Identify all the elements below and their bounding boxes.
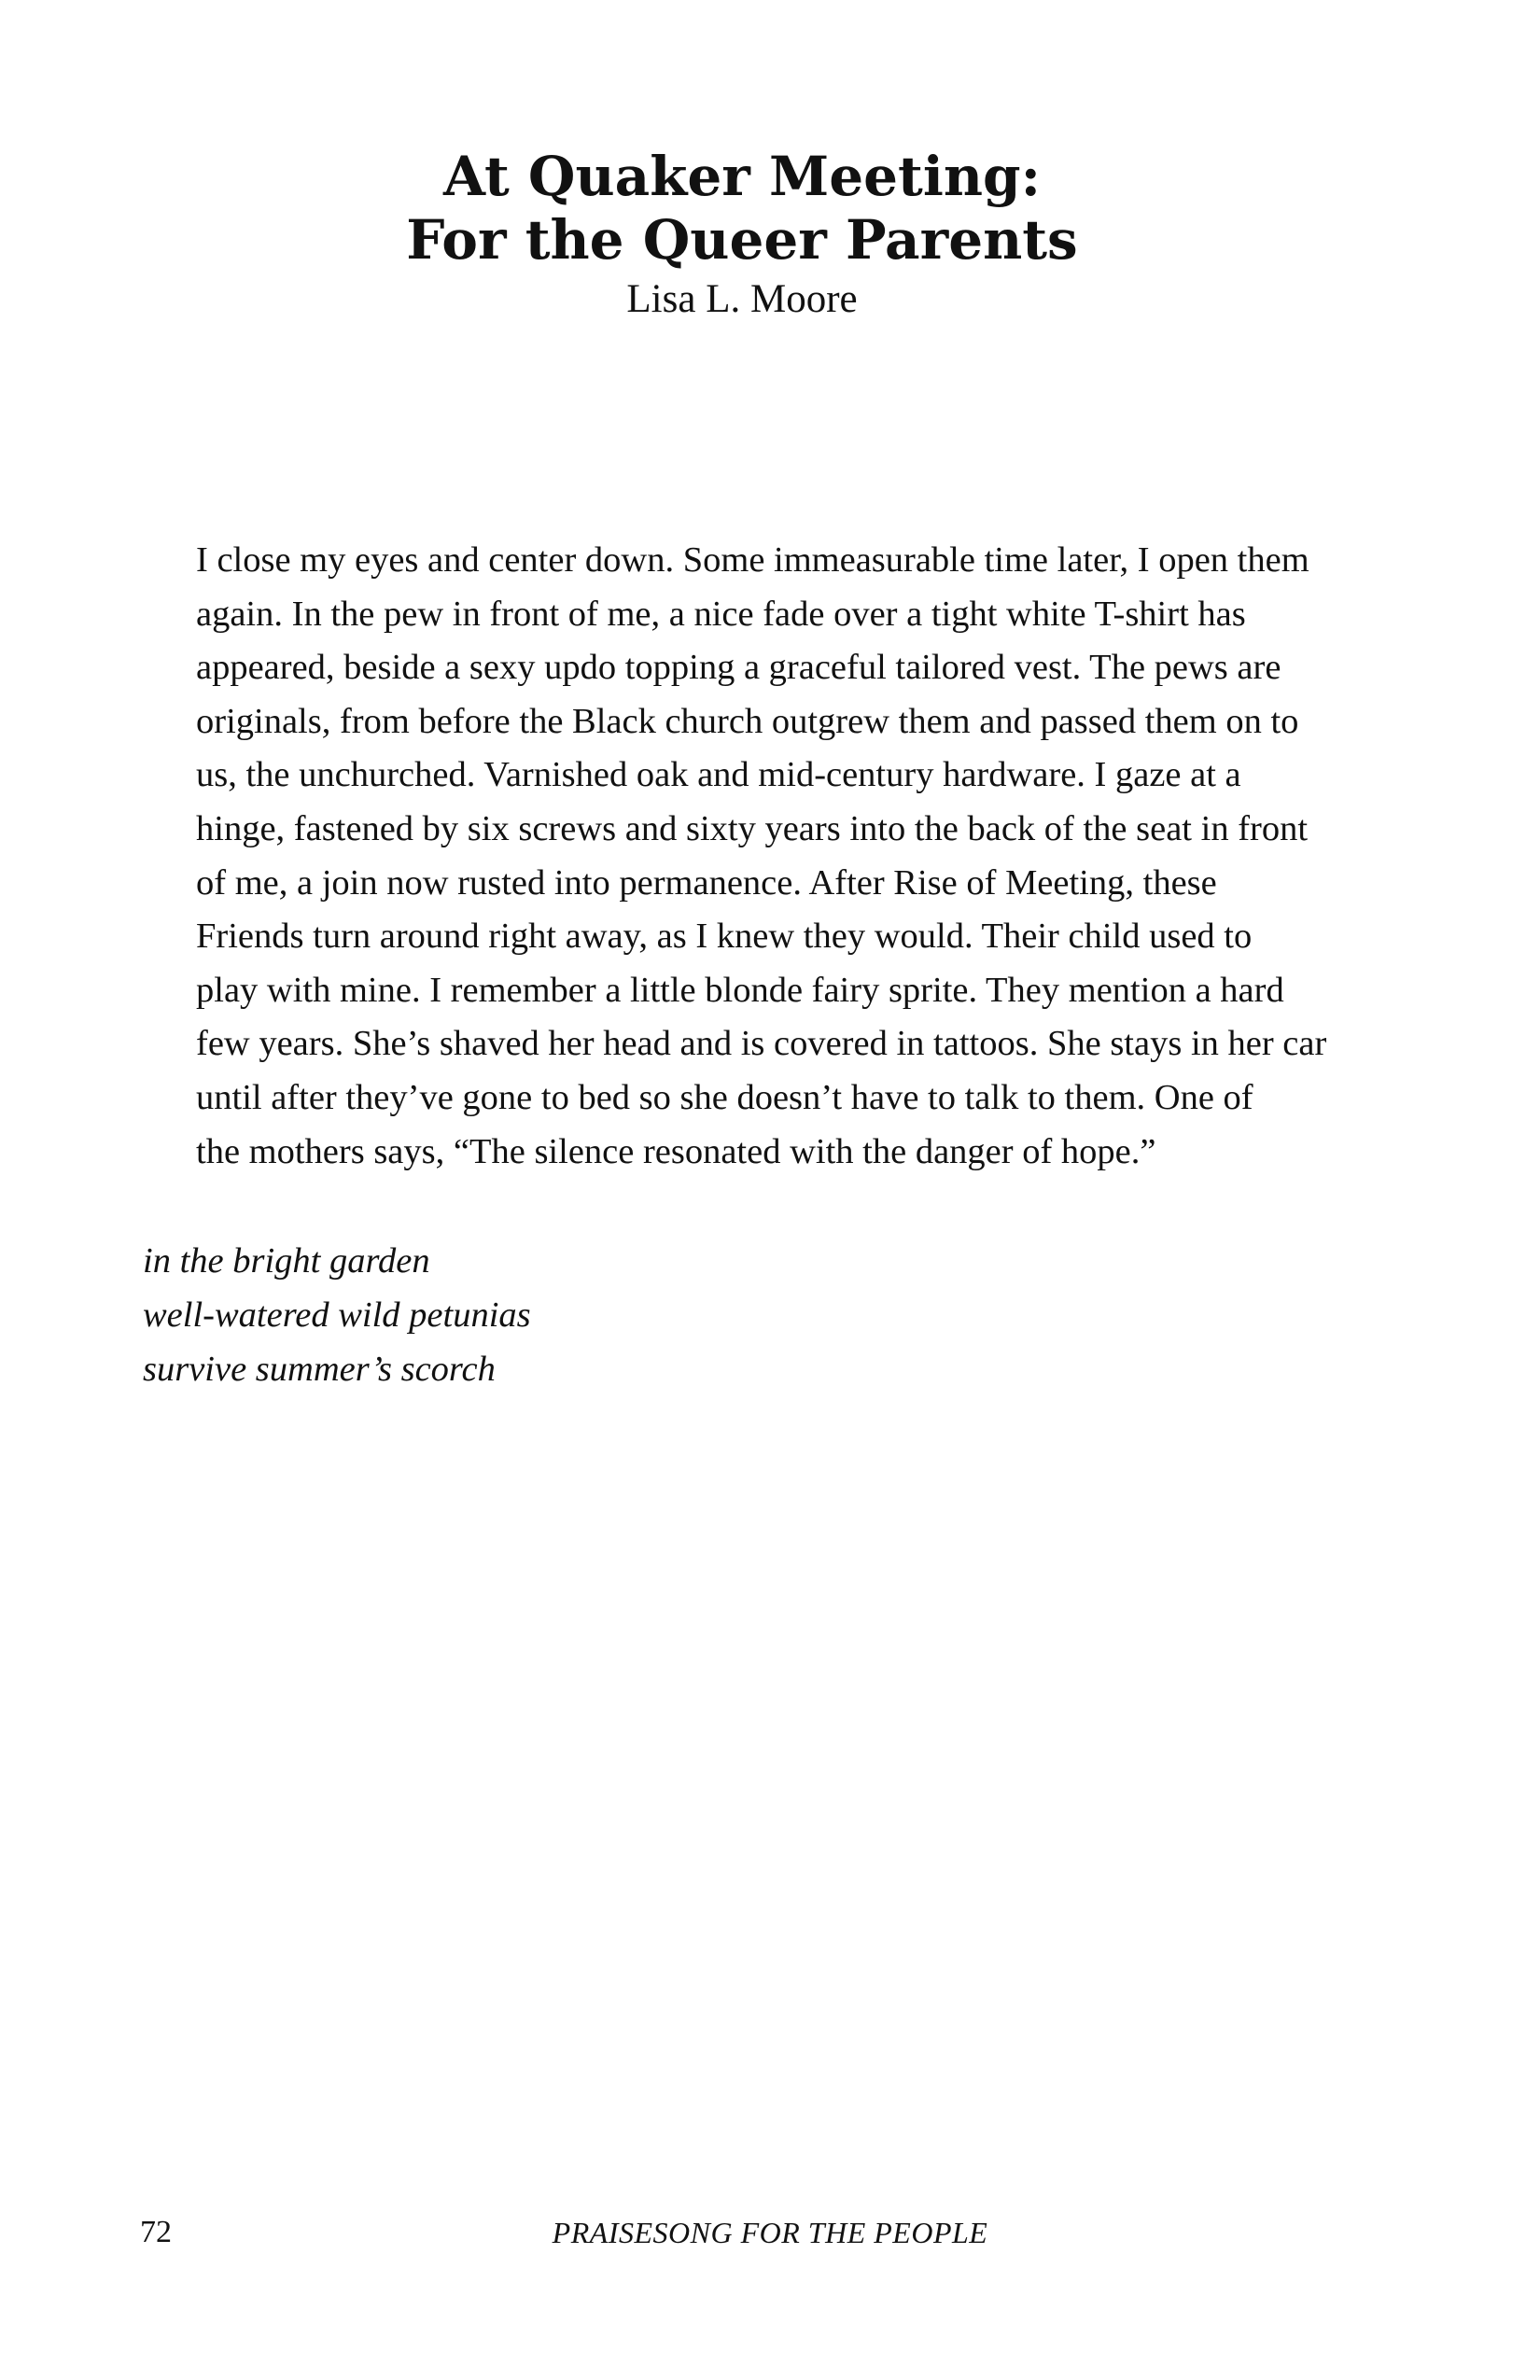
haiku-line: well-watered wild petunias	[143, 1295, 531, 1335]
prose-line: play with mine. I remember a little blonde fairy sprite. They mention a hard	[196, 970, 1284, 1010]
author-name: Lisa L. Moore	[626, 277, 858, 321]
prose-line: again. In the pew in front of me, a nice fade over a tight white T-shirt has	[196, 594, 1246, 634]
page-title-line-2: For the Queer Parents	[406, 208, 1078, 272]
prose-line: I close my eyes and center down. Some immeasurable time later, I open them	[196, 540, 1309, 580]
prose-line: Friends turn around right away, as I knew they would. Their child used to	[196, 917, 1253, 957]
haiku-line: survive summer’s scorch	[143, 1350, 496, 1389]
prose-paragraph	[196, 534, 1344, 1179]
prose-line: few years. She’s shaved her head and is covered in tattoos. She stays in her car	[196, 1024, 1327, 1064]
haiku	[143, 1234, 531, 1396]
haiku-line: in the bright garden	[143, 1241, 430, 1281]
prose-line: of me, a join now rusted into permanence. After Rise of Meeting, these	[196, 862, 1217, 903]
page-title-line-1: At Quaker Meeting:	[442, 145, 1042, 208]
prose-line: appeared, beside a sexy updo topping a graceful tailored vest. The pews are	[196, 648, 1281, 688]
prose-line: hinge, fastened by six screws and sixty years into the back of the seat in front	[196, 808, 1309, 848]
prose-line: until after they’ve gone to bed so she doesn’t have to talk to them. One of	[196, 1077, 1253, 1117]
prose-line: originals, from before the Black church outgrew them and passed them on to	[196, 701, 1299, 741]
prose-line: us, the unchurched. Varnished oak and mid-century hardware. I gaze at a	[196, 755, 1241, 795]
running-footer-title: PRAISESONG FOR THE PEOPLE	[552, 2216, 988, 2249]
page-number: 72	[140, 2215, 172, 2249]
title-block	[0, 145, 1484, 326]
prose-line: the mothers says, “The silence resonated with the danger of hope.”	[196, 1131, 1156, 1171]
